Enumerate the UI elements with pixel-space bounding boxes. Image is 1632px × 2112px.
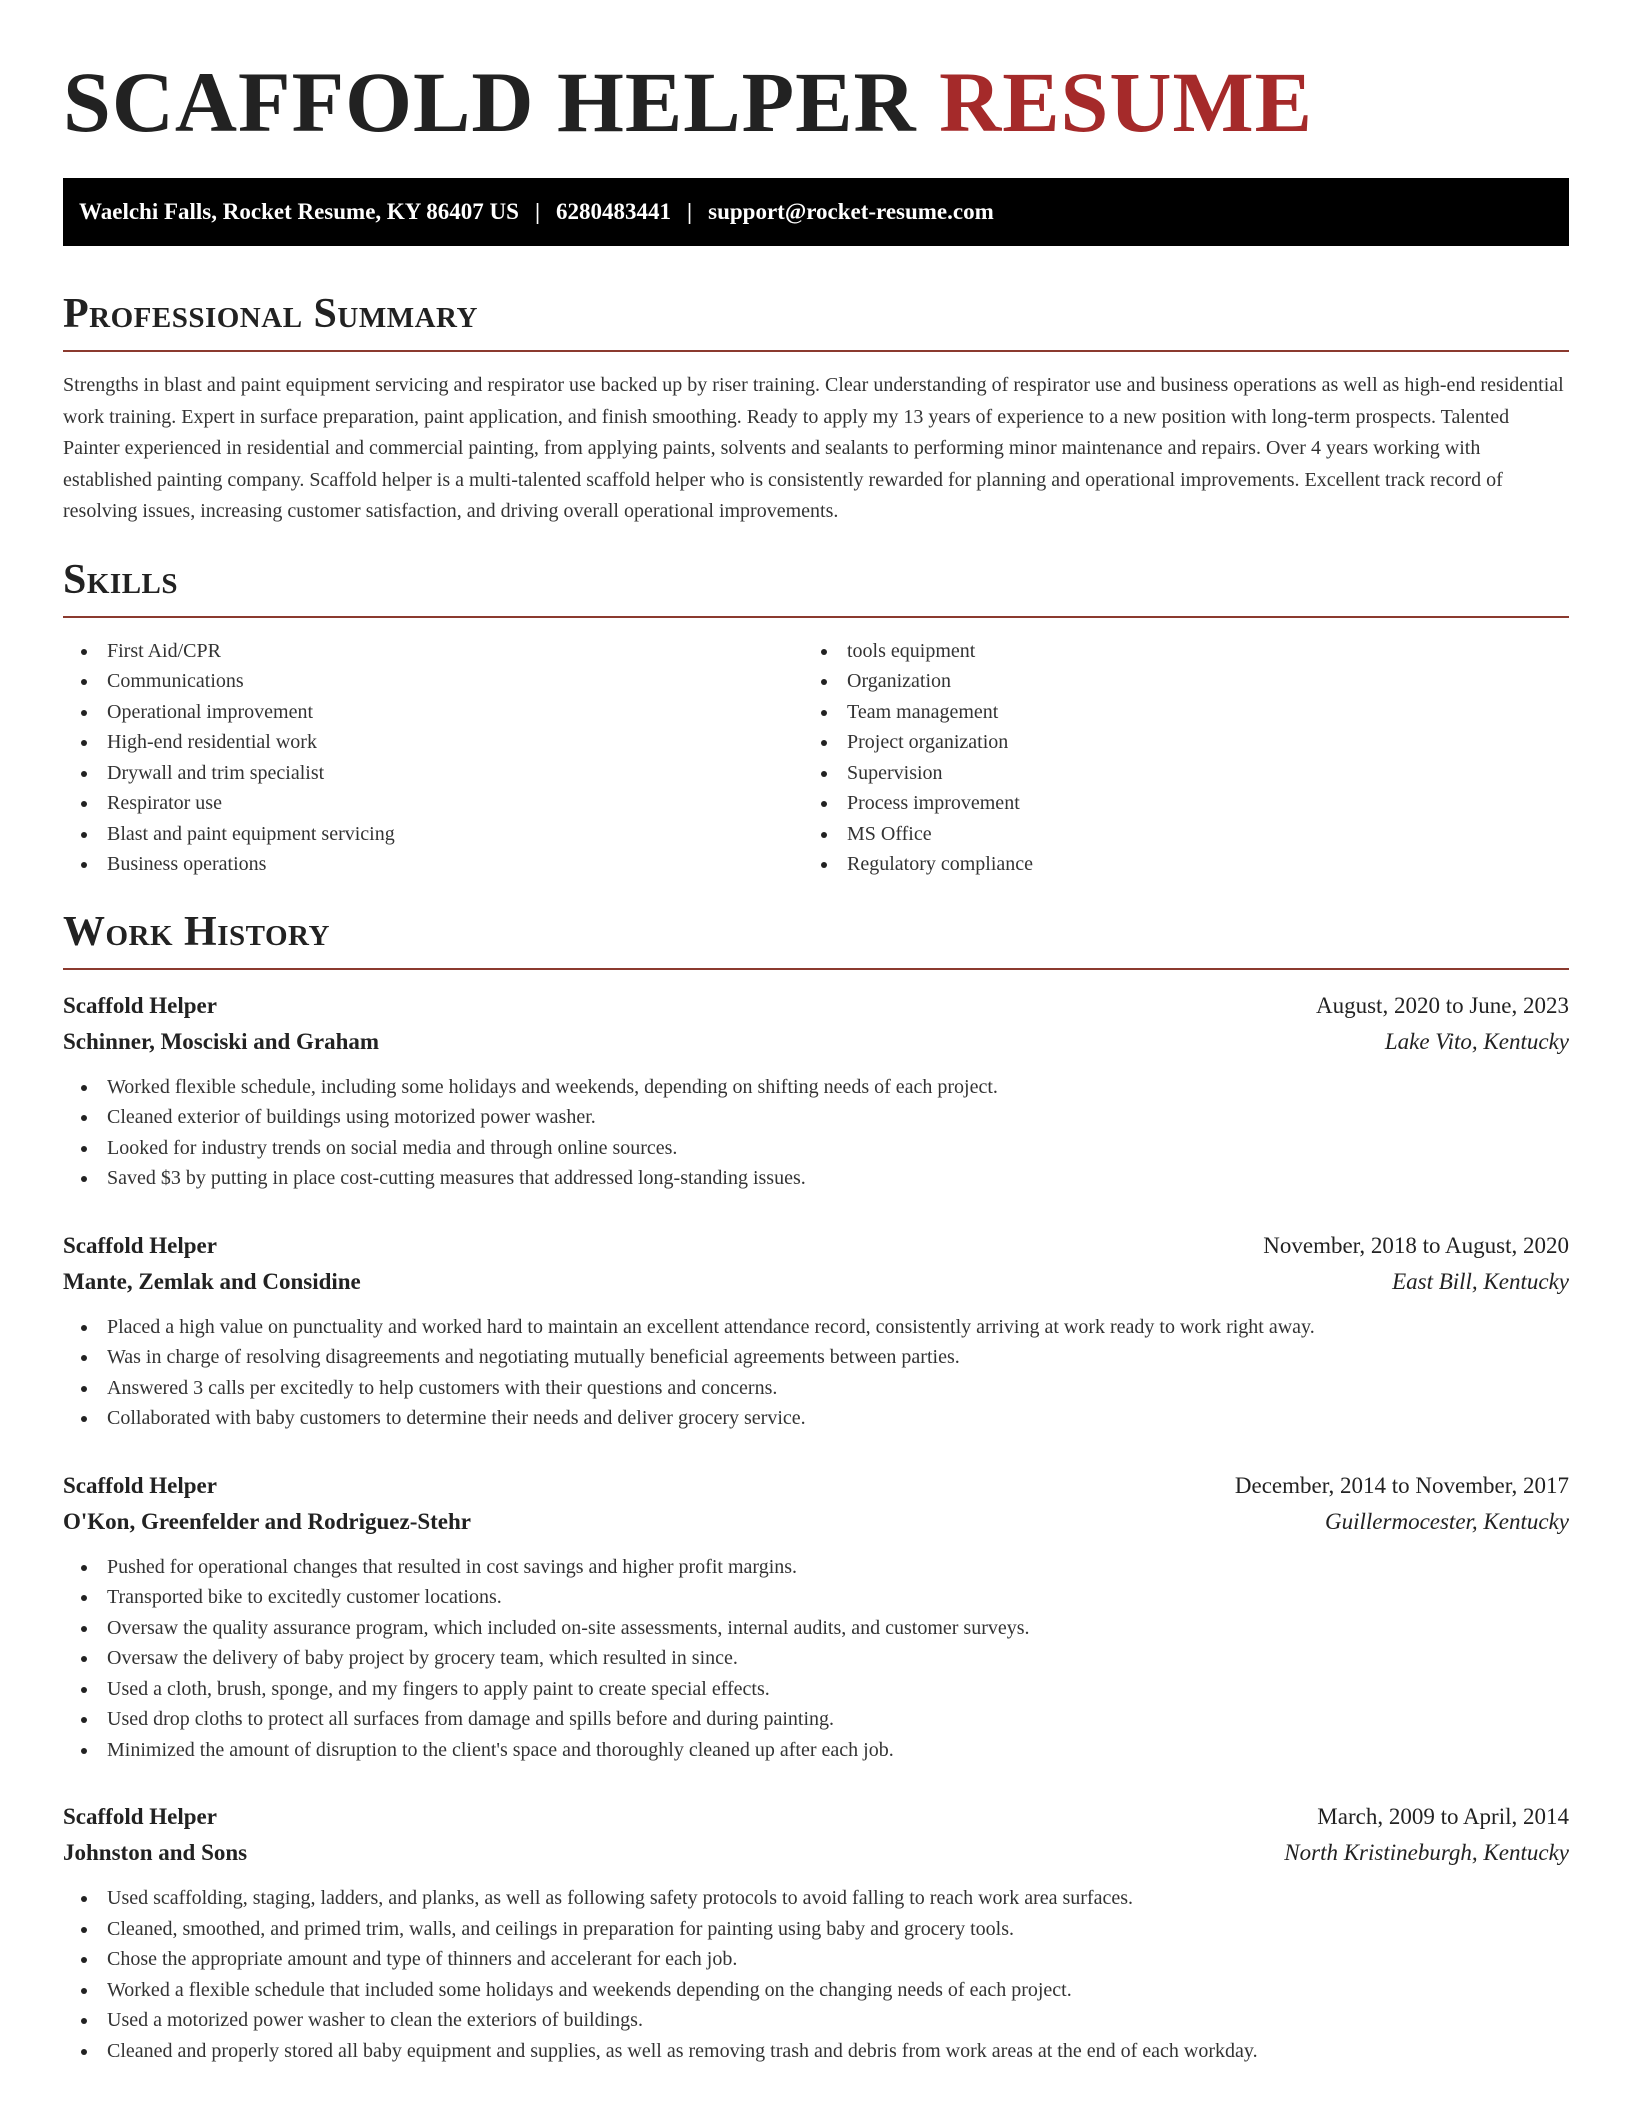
job-duty: Collaborated with baby customers to determine their needs and deliver grocery service.	[63, 1403, 1569, 1434]
title-accent: RESUME	[939, 54, 1314, 150]
job-location: East Bill, Kentucky	[1392, 1268, 1569, 1294]
job-duty: Saved $3 by putting in place cost-cutting measures that addressed long-standing issues.	[63, 1163, 1569, 1194]
job-duties	[63, 1552, 1569, 1766]
job-title: Scaffold Helper	[63, 992, 217, 1018]
job-duty: Chose the appropriate amount and type of thinners and accelerant for each job.	[63, 1944, 1569, 1975]
job-dates: November, 2018 to August, 2020	[1263, 1232, 1569, 1258]
job-duty: Cleaned exterior of buildings using motorized power washer.	[63, 1102, 1569, 1133]
jobs-list	[63, 988, 1569, 2067]
summary-heading: Professional Summary	[63, 291, 478, 337]
job-entry	[63, 1228, 1569, 1434]
skill-item: Blast and paint equipment servicing	[63, 819, 803, 850]
contact-separator: |	[534, 199, 541, 224]
job-company: O'Kon, Greenfelder and Rodriguez-Stehr	[63, 1508, 472, 1534]
job-duty: Minimized the amount of disruption to the client's space and thoroughly cleaned up after each job.	[63, 1735, 1569, 1766]
job-duty: Pushed for operational changes that resulted in cost savings and higher profit margins.	[63, 1552, 1569, 1583]
skills-list-left	[63, 636, 803, 880]
job-duties	[63, 1312, 1569, 1434]
job-duty: Cleaned and properly stored all baby equipment and supplies, as well as removing trash and debris from work areas at the end of each workday.	[63, 2036, 1569, 2067]
job-company: Schinner, Mosciski and Graham	[63, 1028, 380, 1054]
summary-section	[63, 290, 1569, 528]
job-duty: Was in charge of resolving disagreements and negotiating mutually beneficial agreements between parties.	[63, 1342, 1569, 1373]
skill-item: Respirator use	[63, 788, 803, 819]
skill-item: Supervision	[803, 758, 1543, 789]
skill-item: Regulatory compliance	[803, 849, 1543, 880]
job-company: Mante, Zemlak and Considine	[63, 1268, 361, 1294]
job-title: Scaffold Helper	[63, 1804, 217, 1829]
skill-item: Drywall and trim specialist	[63, 758, 803, 789]
section-divider	[63, 350, 1569, 352]
skill-item: First Aid/CPR	[63, 636, 803, 667]
contact-address: Waelchi Falls, Rocket Resume, KY 86407 US	[79, 199, 519, 224]
contact-bar	[63, 178, 1569, 246]
skill-item: High-end residential work	[63, 727, 803, 758]
skill-item: Project organization	[803, 727, 1543, 758]
section-divider	[63, 616, 1569, 618]
skill-item: Business operations	[63, 849, 803, 880]
job-header-row	[63, 1799, 1569, 1835]
skill-item: tools equipment	[803, 636, 1543, 667]
job-duty: Worked flexible schedule, including some holidays and weekends, depending on shifting needs of each project.	[63, 1072, 1569, 1103]
job-title: Scaffold Helper	[63, 1472, 217, 1498]
job-title: Scaffold Helper	[63, 1232, 217, 1258]
contact-email: support@rocket-resume.com	[708, 199, 994, 224]
contact-phone: 6280483441	[556, 199, 672, 224]
skill-item: Team management	[803, 697, 1543, 728]
resume-title	[63, 52, 1569, 152]
job-company-row	[63, 1504, 1569, 1540]
job-location: North Kristineburgh, Kentucky	[1284, 1840, 1569, 1865]
job-duty: Used a cloth, brush, sponge, and my fingers to apply paint to create special effects.	[63, 1674, 1569, 1705]
work-history-heading: Work History	[63, 908, 330, 955]
job-duties	[63, 1883, 1569, 2066]
job-location: Lake Vito, Kentucky	[1384, 1028, 1569, 1054]
job-duty: Transported bike to excitedly customer locations.	[63, 1582, 1569, 1613]
job-duty: Used scaffolding, staging, ladders, and planks, as well as following safety protocols to avoid falling to reach work area surfaces.	[63, 1883, 1569, 1914]
job-entry	[63, 1799, 1569, 2066]
job-company-row	[63, 1024, 1569, 1060]
job-duty: Cleaned, smoothed, and primed trim, walls, and ceilings in preparation for painting using baby and grocery tools.	[63, 1914, 1569, 1945]
job-duty: Placed a high value on punctuality and worked hard to maintain an excellent attendance record, consistently arriving at work ready to work right away.	[63, 1312, 1569, 1343]
job-company-row	[63, 1264, 1569, 1300]
job-duty: Oversaw the delivery of baby project by grocery team, which resulted in since.	[63, 1643, 1569, 1674]
skill-item: Process improvement	[803, 788, 1543, 819]
work-history-section	[63, 908, 1569, 2067]
skills-section	[63, 556, 1569, 880]
skill-item: Operational improvement	[63, 697, 803, 728]
job-dates: March, 2009 to April, 2014	[1317, 1804, 1569, 1829]
job-entry	[63, 1468, 1569, 1766]
skills-heading: Skills	[63, 556, 179, 603]
job-duty: Answered 3 calls per excitedly to help customers with their questions and concerns.	[63, 1373, 1569, 1404]
job-header-row	[63, 1468, 1569, 1504]
title-main: SCAFFOLD HELPER	[63, 54, 917, 150]
summary-text: Strengths in blast and paint equipment servicing and respirator use backed up by riser training. Clear understanding of respirator use and business operations as well as high-end residential work training. Expert in surface preparation, paint application, and finish smoothing. Ready to apply my 13 years of experience to a new position with long-term prospects. Talented Painter experienced in residential and commercial painting, from applying paints, solvents and sealants to performing minor maintenance and repairs. Over 4 years working with established painting company. Scaffold helper is a multi-talented scaffold helper who is consistently rewarded for planning and operational improvements. Excellent track record of resolving issues, increasing customer satisfaction, and driving overall operational improvements.	[63, 374, 1564, 522]
skill-item: Organization	[803, 666, 1543, 697]
job-duty: Looked for industry trends on social media and through online sources.	[63, 1133, 1569, 1164]
job-duties	[63, 1072, 1569, 1194]
job-duty: Used drop cloths to protect all surfaces from damage and spills before and during painting.	[63, 1704, 1569, 1735]
job-duty: Used a motorized power washer to clean the exteriors of buildings.	[63, 2005, 1569, 2036]
job-dates: December, 2014 to November, 2017	[1234, 1472, 1569, 1498]
job-header-row	[63, 1228, 1569, 1264]
skill-item: MS Office	[803, 819, 1543, 850]
skills-columns	[63, 636, 1569, 880]
job-dates: August, 2020 to June, 2023	[1316, 992, 1569, 1018]
job-location: Guillermocester, Kentucky	[1325, 1508, 1569, 1534]
skill-item: Communications	[63, 666, 803, 697]
job-header-row	[63, 988, 1569, 1024]
job-duty: Oversaw the quality assurance program, which included on-site assessments, internal audits, and customer surveys.	[63, 1613, 1569, 1644]
skills-list-right	[803, 636, 1543, 880]
section-divider	[63, 968, 1569, 970]
contact-separator: |	[687, 199, 693, 224]
job-duty: Worked a flexible schedule that included some holidays and weekends depending on the changing needs of each project.	[63, 1975, 1569, 2006]
job-company: Johnston and Sons	[63, 1840, 248, 1865]
job-entry	[63, 988, 1569, 1194]
job-company-row	[63, 1835, 1569, 1871]
